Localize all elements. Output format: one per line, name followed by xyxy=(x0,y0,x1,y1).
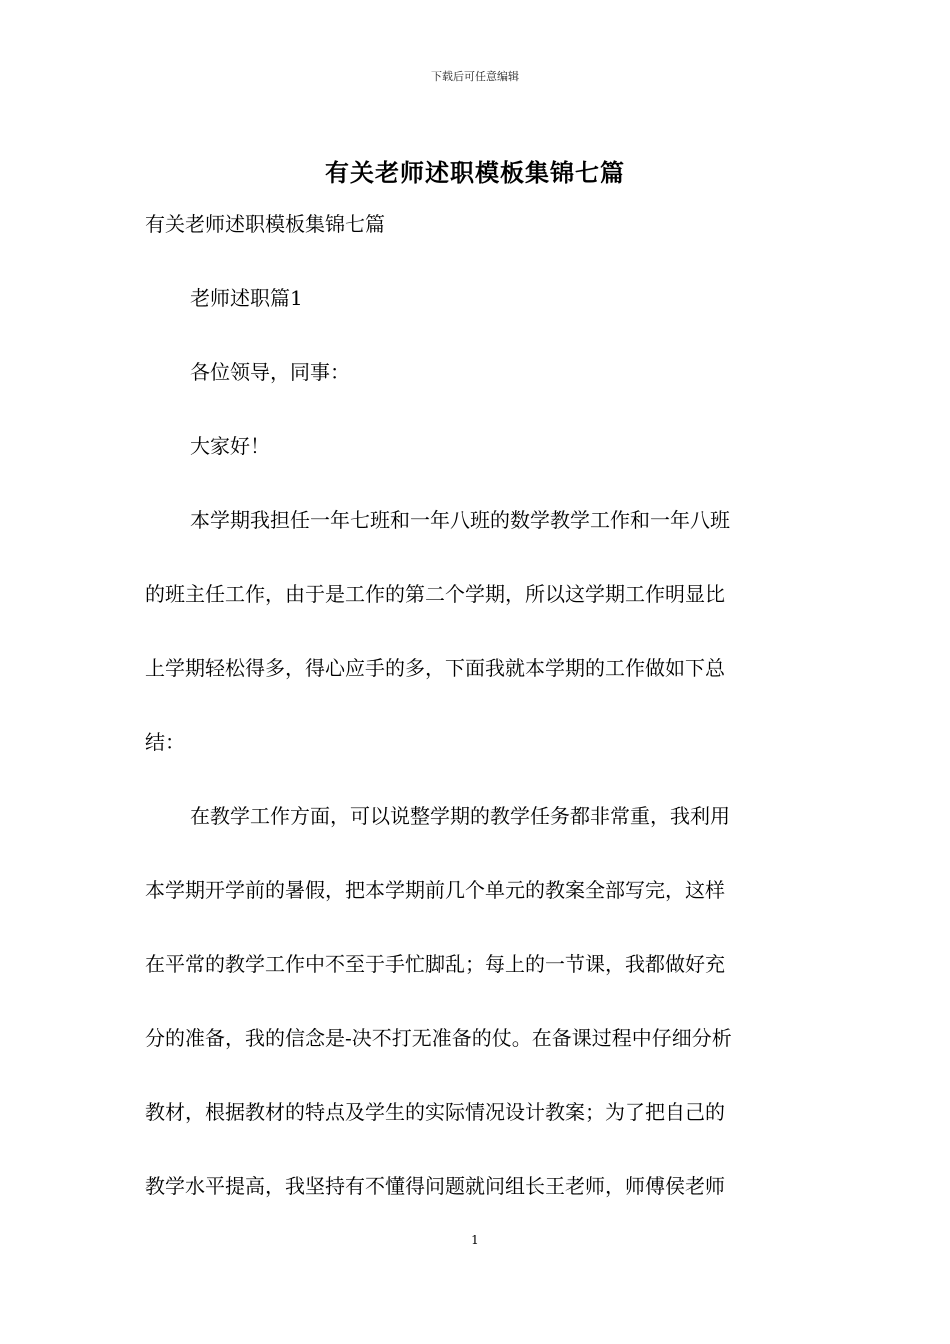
spacer xyxy=(145,465,809,502)
spacer xyxy=(145,1131,809,1168)
paragraph-line: 上学期轻松得多，得心应手的多，下面我就本学期的工作做如下总 xyxy=(145,656,725,680)
page-number: 1 xyxy=(471,1233,479,1247)
paragraph-line: 教材，根据教材的特点及学生的实际情况设计教案；为了把自己的 xyxy=(145,1100,725,1124)
spacer xyxy=(145,761,809,798)
paragraph-line: 本学期我担任一年七班和一年八班的数学教学工作和一年八班 xyxy=(190,508,730,532)
document-body xyxy=(145,206,809,1205)
paragraph-1 xyxy=(145,502,809,761)
spacer xyxy=(145,909,809,946)
paragraph-line: 结： xyxy=(145,730,185,754)
spacer xyxy=(145,835,809,872)
paragraph-line: 分的准备，我的信念是-决不打无准备的仗。在备课过程中仔细分析 xyxy=(145,1026,732,1050)
header-note: 下载后可任意编辑 xyxy=(431,70,519,83)
spacer xyxy=(145,317,809,354)
paragraph-line: 在教学工作方面，可以说整学期的教学任务都非常重，我利用 xyxy=(190,804,730,828)
document-title: 有关老师述职模板集锦七篇 xyxy=(325,158,625,187)
spacer xyxy=(145,539,809,576)
section-heading: 老师述职篇1 xyxy=(190,286,303,310)
spacer xyxy=(145,983,809,1020)
hello: 大家好！ xyxy=(190,434,270,458)
spacer xyxy=(145,687,809,724)
paragraph-line: 教学水平提高，我坚持有不懂得问题就问组长王老师，师傅侯老师 xyxy=(145,1174,725,1198)
paragraph-line: 本学期开学前的暑假，把本学期前几个单元的教案全部写完，这样 xyxy=(145,878,725,902)
greeting: 各位领导，同事： xyxy=(190,360,350,384)
paragraph-line: 在平常的教学工作中不至于手忙脚乱；每上的一节课，我都做好充 xyxy=(145,952,725,976)
paragraph-line: 的班主任工作，由于是工作的第二个学期，所以这学期工作明显比 xyxy=(145,582,725,606)
paragraph-2 xyxy=(145,798,809,1205)
spacer xyxy=(145,391,809,428)
subtitle: 有关老师述职模板集锦七篇 xyxy=(145,212,385,236)
spacer xyxy=(145,613,809,650)
spacer xyxy=(145,1057,809,1094)
spacer xyxy=(145,243,809,280)
